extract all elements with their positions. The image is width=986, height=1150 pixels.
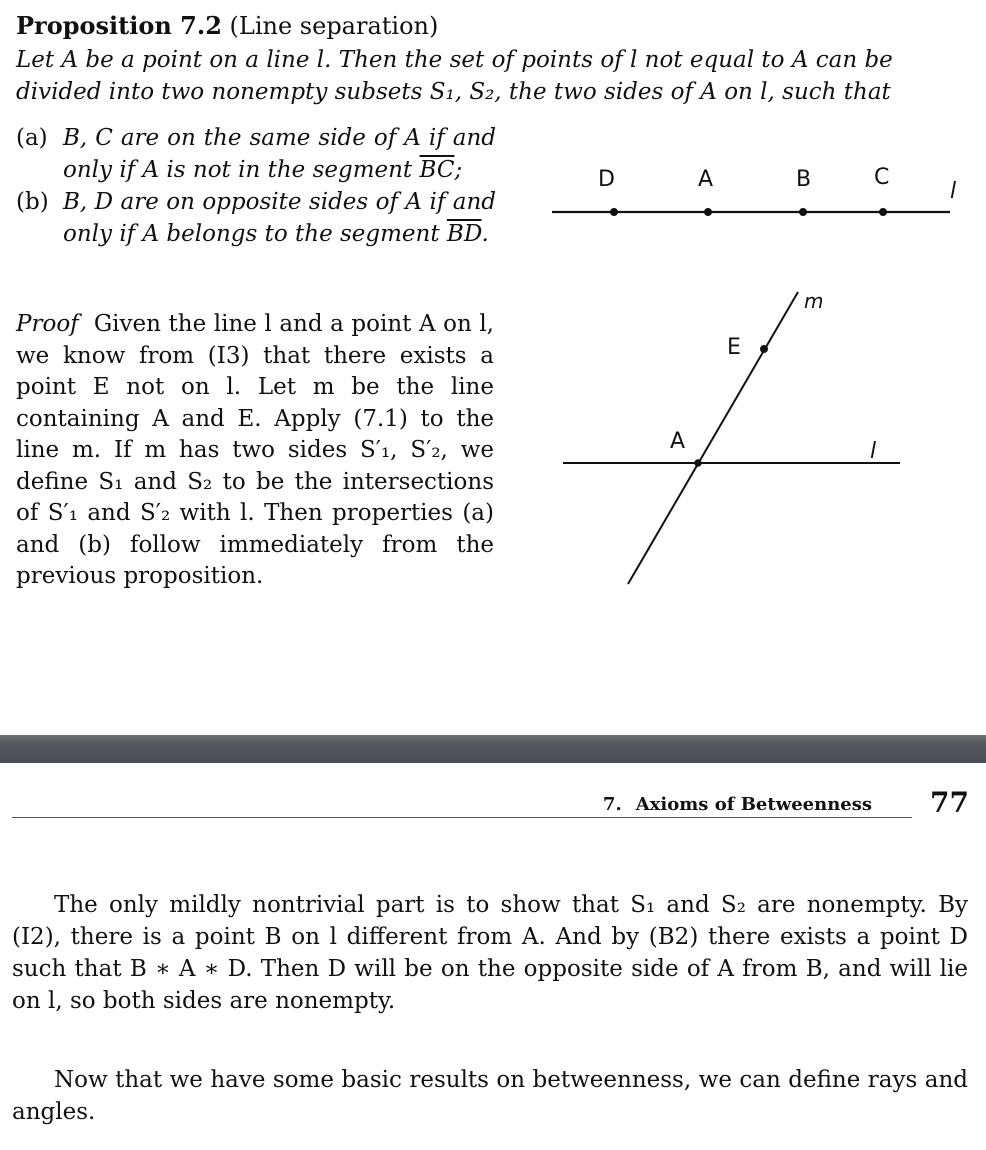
- proposition-item-a: [16, 122, 496, 186]
- point-e: [761, 346, 768, 353]
- segment-bc: $\overline{BC}$: [419, 157, 455, 183]
- figure-diagrams: [540, 150, 980, 590]
- figure-line-separation: [552, 209, 950, 216]
- item-text-end: .: [481, 221, 489, 247]
- segment-bd: $\overline{BD}$: [446, 221, 482, 247]
- label-a-top: A: [698, 167, 714, 192]
- page-number: 77: [930, 786, 969, 819]
- proof-label: Proof: [16, 311, 79, 337]
- chapter-title: [603, 794, 872, 815]
- chapter-number: 7.: [602, 794, 622, 815]
- label-a-bottom: A: [670, 429, 686, 454]
- running-header: [0, 786, 986, 824]
- item-label: (a): [16, 125, 48, 151]
- item-text: B, C are on the same side of A if and only if A is not in the segment: [63, 125, 496, 183]
- proposition-heading: [16, 10, 438, 42]
- point-c: [880, 209, 887, 216]
- item-text-end: ;: [454, 157, 463, 183]
- proposition-item-b: [16, 186, 496, 250]
- header-rule: [12, 817, 912, 818]
- line-m: [628, 292, 798, 584]
- proposition-statement: Let A be a point on a line l. Then the set of points of l not equal to A can be divided into two nonempty subsets S₁, S₂, the two sides of A on l, such that: [16, 47, 893, 105]
- proof-paragraph: [16, 309, 494, 593]
- proposition-name: (Line separation): [229, 12, 439, 40]
- chapter-name: Axioms of Betweenness: [635, 794, 872, 815]
- label-c: C: [874, 165, 890, 190]
- point-a-bottom: [695, 460, 701, 466]
- label-l-top: l: [950, 179, 957, 204]
- proof-text: Given the line l and a point A on l, we know from (I3) that there exists a point E not on l. Let m be the line containing A and E. Apply (7.1) to the line m. If m has two sides S′₁, S′₂, we define S₁ and S₂ to be the intersections of S′₁ and S′₂ with l. Then properties (a) and (b) follow immediately from the previous proposition.: [16, 311, 494, 589]
- point-a-top: [705, 209, 712, 216]
- point-b: [800, 209, 807, 216]
- label-l-bottom: l: [870, 439, 877, 464]
- page-break-bar: [0, 735, 986, 763]
- proposition-label: Proposition 7.2: [16, 11, 222, 40]
- paragraph-nonempty: The only mildly nontrivial part is to show that S₁ and S₂ are nonempty. By (I2), there is a point B on l different from A. And by (B2) there exists a point D such that B ∗ A ∗ D. Then D will be on the opposite side of A from B, and will lie on l, so both sides are nonempty.: [12, 892, 968, 1014]
- label-d: D: [598, 167, 615, 192]
- label-e: E: [727, 335, 741, 360]
- label-m: m: [804, 289, 824, 313]
- paragraph-rays-angles: Now that we have some basic results on betweenness, we can define rays and angles.: [12, 1067, 968, 1125]
- label-b: B: [796, 167, 812, 192]
- item-text: B, D are on opposite sides of A if and only if A belongs to the segment: [63, 189, 496, 247]
- proposition-items: [16, 122, 496, 250]
- item-label: (b): [16, 189, 49, 215]
- point-d: [611, 209, 618, 216]
